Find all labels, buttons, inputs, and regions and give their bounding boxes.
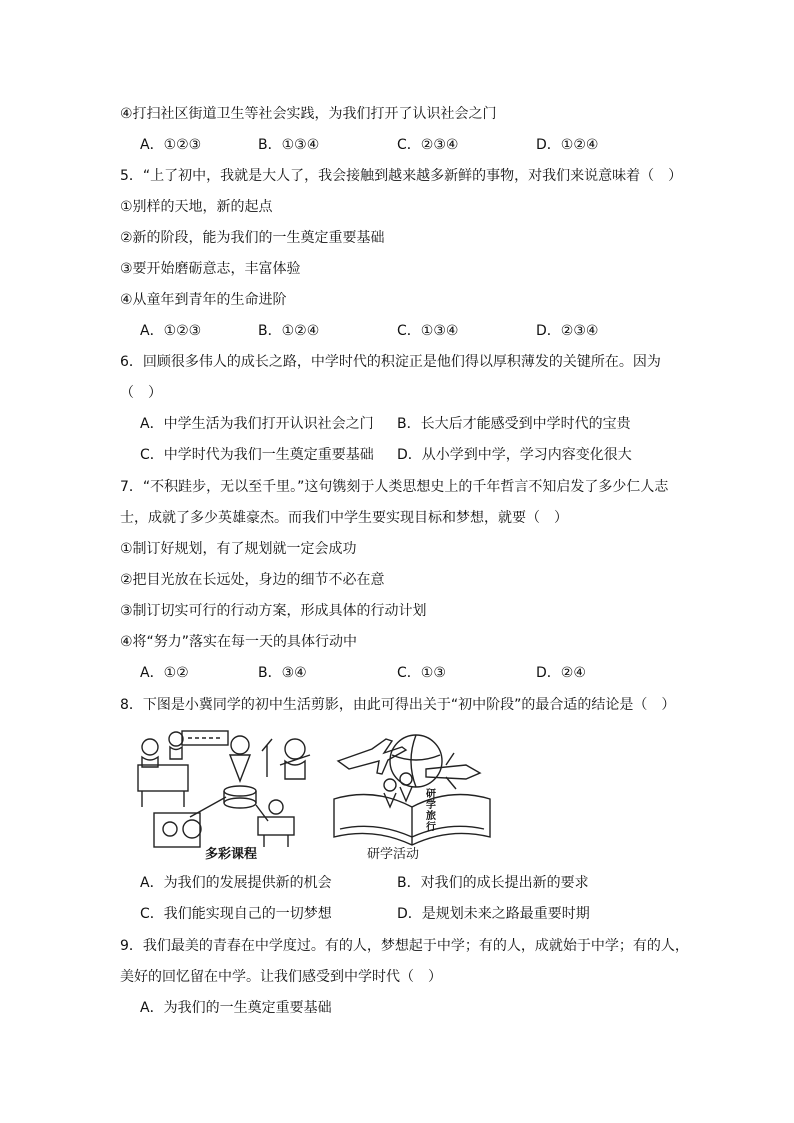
diverse-courses-illustration bbox=[130, 725, 320, 865]
q5-item-3: ③要开始磨砺意志，丰富体验 bbox=[120, 261, 301, 277]
q7-stem-line-2: 士，成就了多少英雄豪杰。而我们中学生要实现目标和梦想，就要（ ） bbox=[120, 510, 568, 526]
q8-option-a: A．为我们的发展提供新的机会 bbox=[140, 875, 332, 891]
q7-option-b: B．③④ bbox=[258, 665, 307, 681]
q7-stem-line-1: 7．“不积跬步，无以至千里。”这句镌刻于人类思想史上的千年哲言不知启发了多少仁人志 bbox=[120, 479, 669, 495]
q9-stem-line-2: 美好的回忆留在中学。让我们感受到中学时代（ ） bbox=[120, 969, 442, 985]
q5-item-4: ④从童年到青年的生命进阶 bbox=[120, 292, 287, 308]
q8-option-b: B．对我们的成长提出新的要求 bbox=[397, 875, 589, 891]
q9-option-a: A．为我们的一生奠定重要基础 bbox=[140, 1000, 332, 1016]
q7-option-d: D．②④ bbox=[536, 665, 586, 681]
q4-option-b: B．①③④ bbox=[258, 137, 320, 153]
q6-option-a: A．中学生活为我们打开认识社会之门 bbox=[140, 416, 374, 432]
q7-item-3: ③制订切实可行的行动方案，形成具体的行动计划 bbox=[120, 603, 427, 619]
q4-item-4: ④打扫社区街道卫生等社会实践，为我们打开了认识社会之门 bbox=[120, 106, 497, 122]
q9-stem-line-1: 9．我们最美的青春在中学度过。有的人，梦想起于中学；有的人，成就始于中学；有的人， bbox=[120, 938, 689, 954]
q6-option-d: D．从小学到中学，学习内容变化很大 bbox=[397, 447, 632, 463]
q4-option-a: A．①②③ bbox=[140, 137, 202, 153]
q4-option-c: C．②③④ bbox=[397, 137, 459, 153]
q6-option-c: C．中学时代为我们一生奠定重要基础 bbox=[140, 447, 374, 463]
q5-option-a: A．①②③ bbox=[140, 323, 202, 339]
q6-stem-line-1: 6．回顾很多伟人的成长之路，中学时代的积淀正是他们得以厚积薄发的关键所在。因为 bbox=[120, 354, 661, 370]
q7-item-1: ①制订好规划，有了规划就一定会成功 bbox=[120, 541, 357, 557]
q5-option-d: D．②③④ bbox=[536, 323, 599, 339]
q8-illustration bbox=[130, 725, 495, 865]
study-tour-illustration bbox=[330, 725, 495, 850]
q8-stem: 8．下图是小冀同学的初中生活剪影，由此可得出关于“初中阶段”的最合适的结论是（ ） bbox=[120, 697, 676, 713]
figure-caption-courses: 多彩课程 bbox=[205, 847, 258, 862]
q4-option-d: D．①②④ bbox=[536, 137, 599, 153]
q5-item-1: ①别样的天地，新的起点 bbox=[120, 199, 273, 215]
book-text: 研学旅行 bbox=[426, 789, 436, 833]
q5-option-c: C．①③④ bbox=[397, 323, 459, 339]
figure-caption-study-tour: 研学活动 bbox=[367, 847, 420, 862]
q5-option-b: B．①②④ bbox=[258, 323, 320, 339]
q7-item-4: ④将“努力”落实在每一天的具体行动中 bbox=[120, 634, 358, 650]
q5-item-2: ②新的阶段，能为我们的一生奠定重要基础 bbox=[120, 230, 385, 246]
q7-item-2: ②把目光放在长远处，身边的细节不必在意 bbox=[120, 572, 385, 588]
q6-option-b: B．长大后才能感受到中学时代的宝贵 bbox=[397, 416, 631, 432]
q8-option-c: C．我们能实现自己的一切梦想 bbox=[140, 906, 332, 922]
q8-option-d: D．是规划未来之路最重要时期 bbox=[397, 906, 590, 922]
q7-option-a: A．①② bbox=[140, 665, 189, 681]
q7-option-c: C．①③ bbox=[397, 665, 446, 681]
q5-stem: 5．“上了初中，我就是大人了，我会接触到越来越多新鲜的事物，对我们来说意味着（ ） bbox=[120, 168, 683, 184]
q6-stem-line-2: （ ） bbox=[120, 385, 162, 401]
